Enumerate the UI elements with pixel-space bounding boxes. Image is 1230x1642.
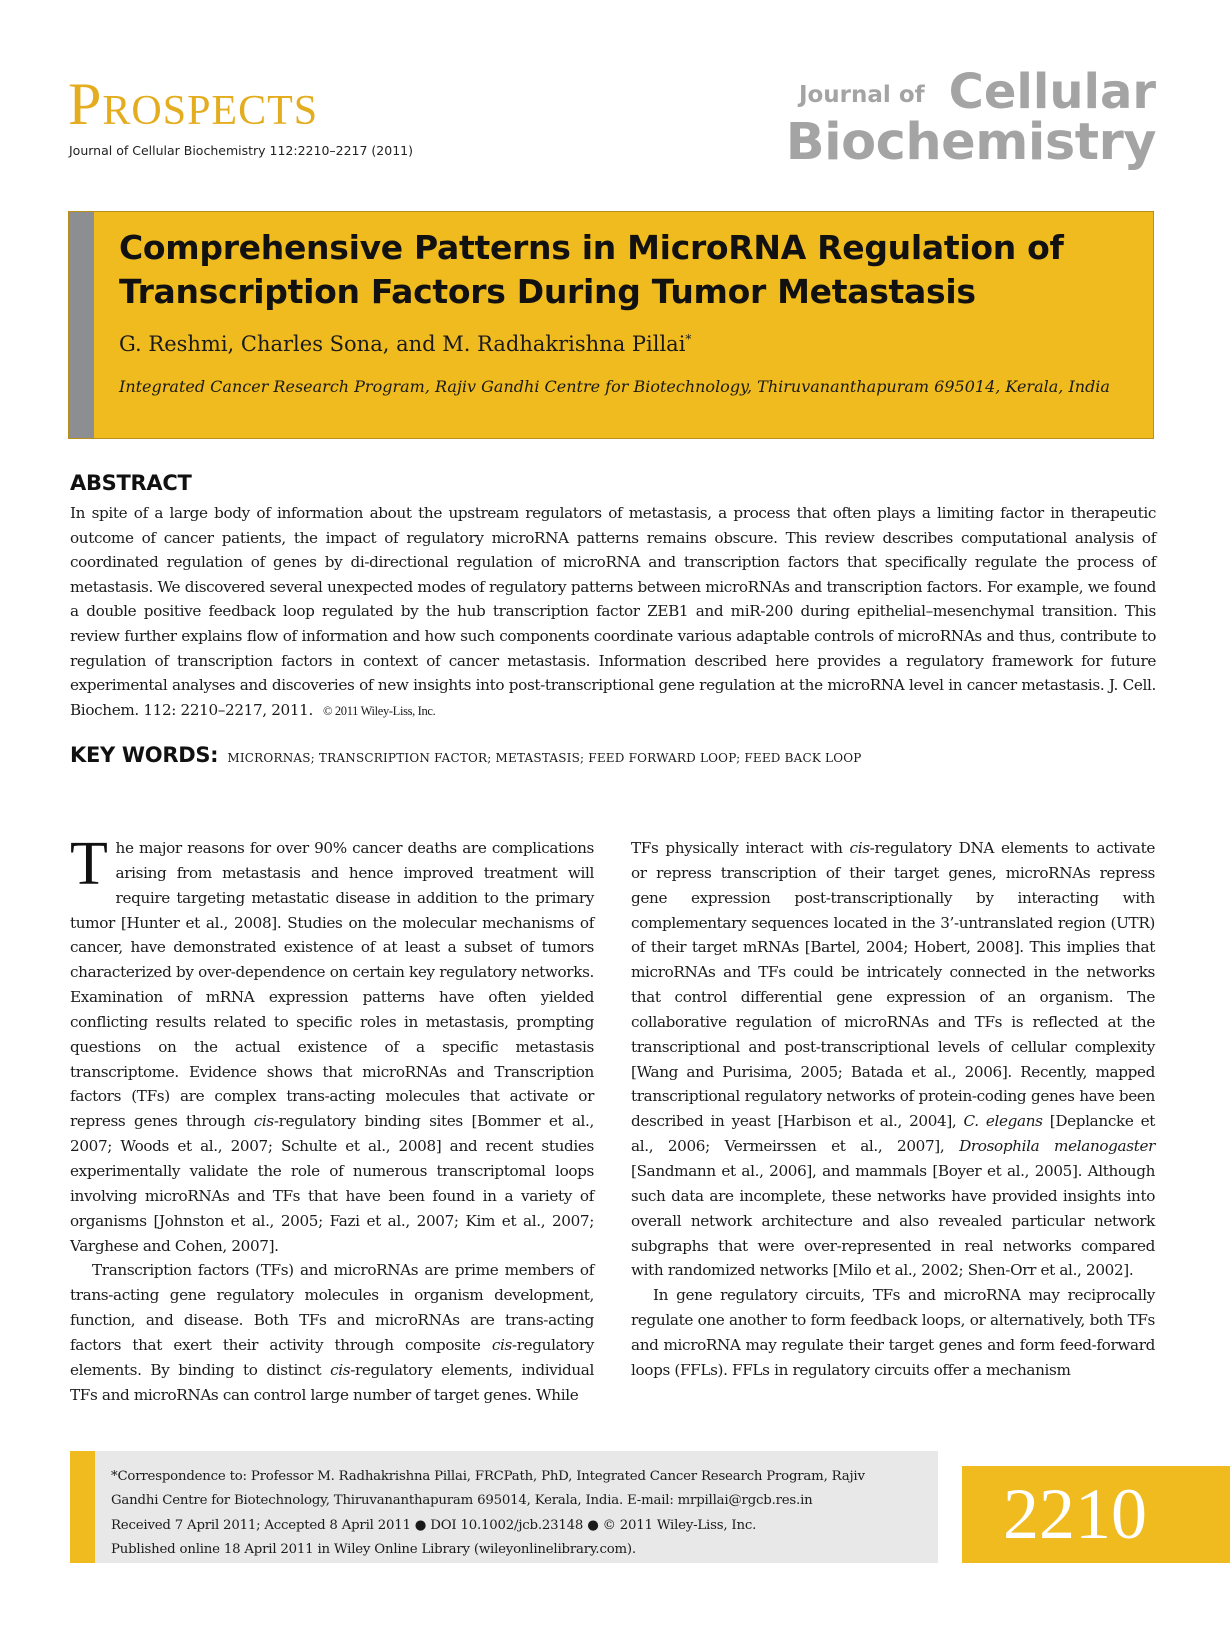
body-paragraph bbox=[70, 830, 595, 1258]
journal-logo bbox=[736, 66, 1156, 176]
footer-box bbox=[70, 1451, 938, 1563]
page-number-box bbox=[962, 1466, 1230, 1563]
bullet-icon: ● bbox=[587, 1517, 599, 1533]
paragraph-text: -regulatory elements, individual TFs and microRNAs can control large number of target genes. While bbox=[70, 1360, 594, 1404]
correspondence-line-2: Gandhi Centre for Biotechnology, Thiruvananthapuram 695014, Kerala, India. E-mail: mrpillai@rgcb.res.in bbox=[111, 1493, 813, 1509]
body-paragraph: In gene regulatory circuits, TFs and microRNA may reciprocally regulate one another to form feedback loops, or alternatively, both TFs and microRNA may regulate their target genes and form feed-forward loops (FFLs). FFLs in regulatory circuits offer a mechanism bbox=[631, 1286, 1155, 1379]
keywords-label: KEY WORDS: bbox=[70, 743, 219, 767]
page-number: 2210 bbox=[1003, 1474, 1147, 1554]
abstract-heading: ABSTRACT bbox=[70, 471, 192, 495]
journal-citation: Journal of Cellular Biochemistry 112:2210–2217 (2011) bbox=[69, 143, 413, 158]
keywords-row bbox=[70, 743, 862, 767]
italic-term: cis bbox=[330, 1360, 351, 1379]
received-dates: Received 7 April 2011; Accepted 8 April 2011 bbox=[111, 1517, 411, 1533]
paragraph-text: -regulatory elements. By binding to distinct bbox=[70, 1335, 594, 1379]
drop-cap: T bbox=[70, 830, 108, 898]
keywords-value: MICRORNAS; TRANSCRIPTION FACTOR; METASTASIS; FEED FORWARD LOOP; FEED BACK LOOP bbox=[227, 751, 862, 765]
affiliation: Integrated Cancer Research Program, Rajiv Gandhi Centre for Biotechnology, Thiruvananthapuram 695014, Kerala, India bbox=[119, 377, 1110, 396]
italic-term: C. elegans bbox=[963, 1112, 1043, 1131]
author-names: G. Reshmi, Charles Sona, and M. Radhakrishna Pillai bbox=[119, 332, 686, 356]
body-paragraph bbox=[70, 1258, 594, 1407]
paragraph-text: -regulatory DNA elements to activate or repress transcription of their target genes, microRNAs repress gene expression post-transcriptionally by interacting with complementary sequences located in the 3’-untranslated region (UTR) of their target mRNAs [Bartel, 2004; Hobert, 2008]. This implies that microRNAs and TFs could be intricately connected in the networks that control differential gene expression of an organism. The collaborative regulation of microRNAs and TFs is reflected at the transcriptional and post-transcriptional levels of cellular complexity [Wang and Purisima, 2005; Batada et al., 2006]. Recently, mapped transcriptional regulatory networks of protein-coding genes have been described in yeast [Harbison et al., 2004], bbox=[631, 839, 1156, 1131]
paragraph-text: Transcription factors (TFs) and microRNAs are prime members of trans-acting gene regulatory molecules in organism development, function, and disease. Both TFs and microRNAs are trans-acting factors that exert their activity through composite bbox=[70, 1261, 594, 1354]
italic-term: cis bbox=[491, 1335, 512, 1354]
article-title: Comprehensive Patterns in MicroRNA Regulation of Transcription Factors During Tumor Metastasis bbox=[119, 228, 1064, 311]
paragraph-text: he major reasons for over 90% cancer deaths are complications arising from metastasis and hence improved treatment will require targeting metastatic disease in addition to the primary tumor [Hunter et al., 2008]. Studies on the molecular mechanisms of cancer, have demonstrated existence of at least a subset of tumors characterized by over-dependence on certain key regulatory networks. Examination of mRNA expression patterns have often yielded conflicting results related to specific roles in metastasis, prompting questions on the actual existence of a specific metastasis transcriptome. Evidence shows that microRNAs and Transcription factors (TFs) are complex trans-acting molecules that activate or repress genes through bbox=[70, 839, 594, 1131]
body-column-left bbox=[70, 830, 595, 1407]
italic-term: Drosophila melanogaster bbox=[959, 1137, 1155, 1156]
body-column-right bbox=[631, 836, 1155, 1383]
published-line: Published online 18 April 2011 in Wiley Online Library (wileyonlinelibrary.com). bbox=[111, 1542, 636, 1558]
paragraph-text: [Sandmann et al., 2006], and mammals [Boyer et al., 2005]. Although such data are incomplete, these networks have provided insights into overall network architecture and also revealed particular network subgraphs that were over-represented in real networks compared with randomized networks [Milo et al., 2002; Shen-Orr et al., 2002]. bbox=[631, 1161, 1155, 1280]
doi: DOI 10.1002/jcb.23148 bbox=[430, 1517, 584, 1533]
correspondence-line-1: *Correspondence to: Professor M. Radhakrishna Pillai, FRCPath, PhD, Integrated Cancer Research Program, Rajiv bbox=[111, 1469, 865, 1484]
footer-side-bar bbox=[70, 1451, 95, 1563]
footer-copyright: © 2011 Wiley-Liss, Inc. bbox=[602, 1517, 757, 1533]
journal-logo-word1: Cellular bbox=[948, 64, 1156, 120]
abstract-copyright: © 2011 Wiley-Liss, Inc. bbox=[322, 703, 436, 718]
journal-logo-prefix: Journal of bbox=[798, 82, 925, 108]
journal-logo-line2: Biochemistry bbox=[785, 113, 1156, 172]
abstract-body: In spite of a large body of information about the upstream regulators of metastasis, a process that often plays a limiting factor in therapeutic outcome of cancer patients, the impact of regulatory microRNA patterns remains obscure. This review describes computational analysis of coordinated regulation of genes by di-directional regulation of microRNA and transcription factors that specifically regulate the process of metastasis. We discovered several unexpected modes of regulatory patterns between microRNAs and transcription factors. For example, we found a double positive feedback loop regulated by the hub transcription factor ZEB1 and miR-200 during epithelial–mesenchymal transition. This review further explains flow of information and how such components coordinate various adaptable controls of microRNAs and thus, contribute to regulation of transcription factors in context of cancer metastasis. Information described here provides a regulatory framework for future experimental analyses and discoveries of new insights into post-transcriptional gene regulation at the microRNA level in cancer metastasis. J. Cell. Biochem. 112: 2210–2217, 2011. bbox=[70, 504, 1156, 719]
received-line bbox=[111, 1514, 923, 1538]
paragraph-text: [Deplancke et al., 2006; Vermeirssen et al., 2007], bbox=[631, 1112, 1155, 1156]
body-paragraph bbox=[631, 836, 1155, 1283]
footer-text bbox=[111, 1465, 923, 1563]
bullet-icon: ● bbox=[414, 1517, 427, 1533]
section-label: Prospects bbox=[68, 71, 319, 137]
title-box bbox=[68, 211, 1154, 439]
italic-term: cis bbox=[849, 839, 870, 857]
authors bbox=[119, 332, 691, 356]
italic-term: cis bbox=[253, 1112, 274, 1131]
correspondence-mark: * bbox=[685, 332, 692, 346]
title-box-side-bar bbox=[69, 212, 94, 438]
paragraph-text: -regulatory binding sites [Bommer et al., 2007; Woods et al., 2007; Schulte et al., 2008] and recent studies experimentally validate the role of numerous transcriptomal loops involving microRNAs and TFs that have been found in a variety of organisms [Johnston et al., 2005; Fazi et al., 2007; Kim et al., 2007; Varghese and Cohen, 2007]. bbox=[70, 1112, 595, 1255]
paragraph-text: TFs physically interact with bbox=[631, 839, 850, 857]
abstract-text bbox=[70, 501, 1156, 723]
